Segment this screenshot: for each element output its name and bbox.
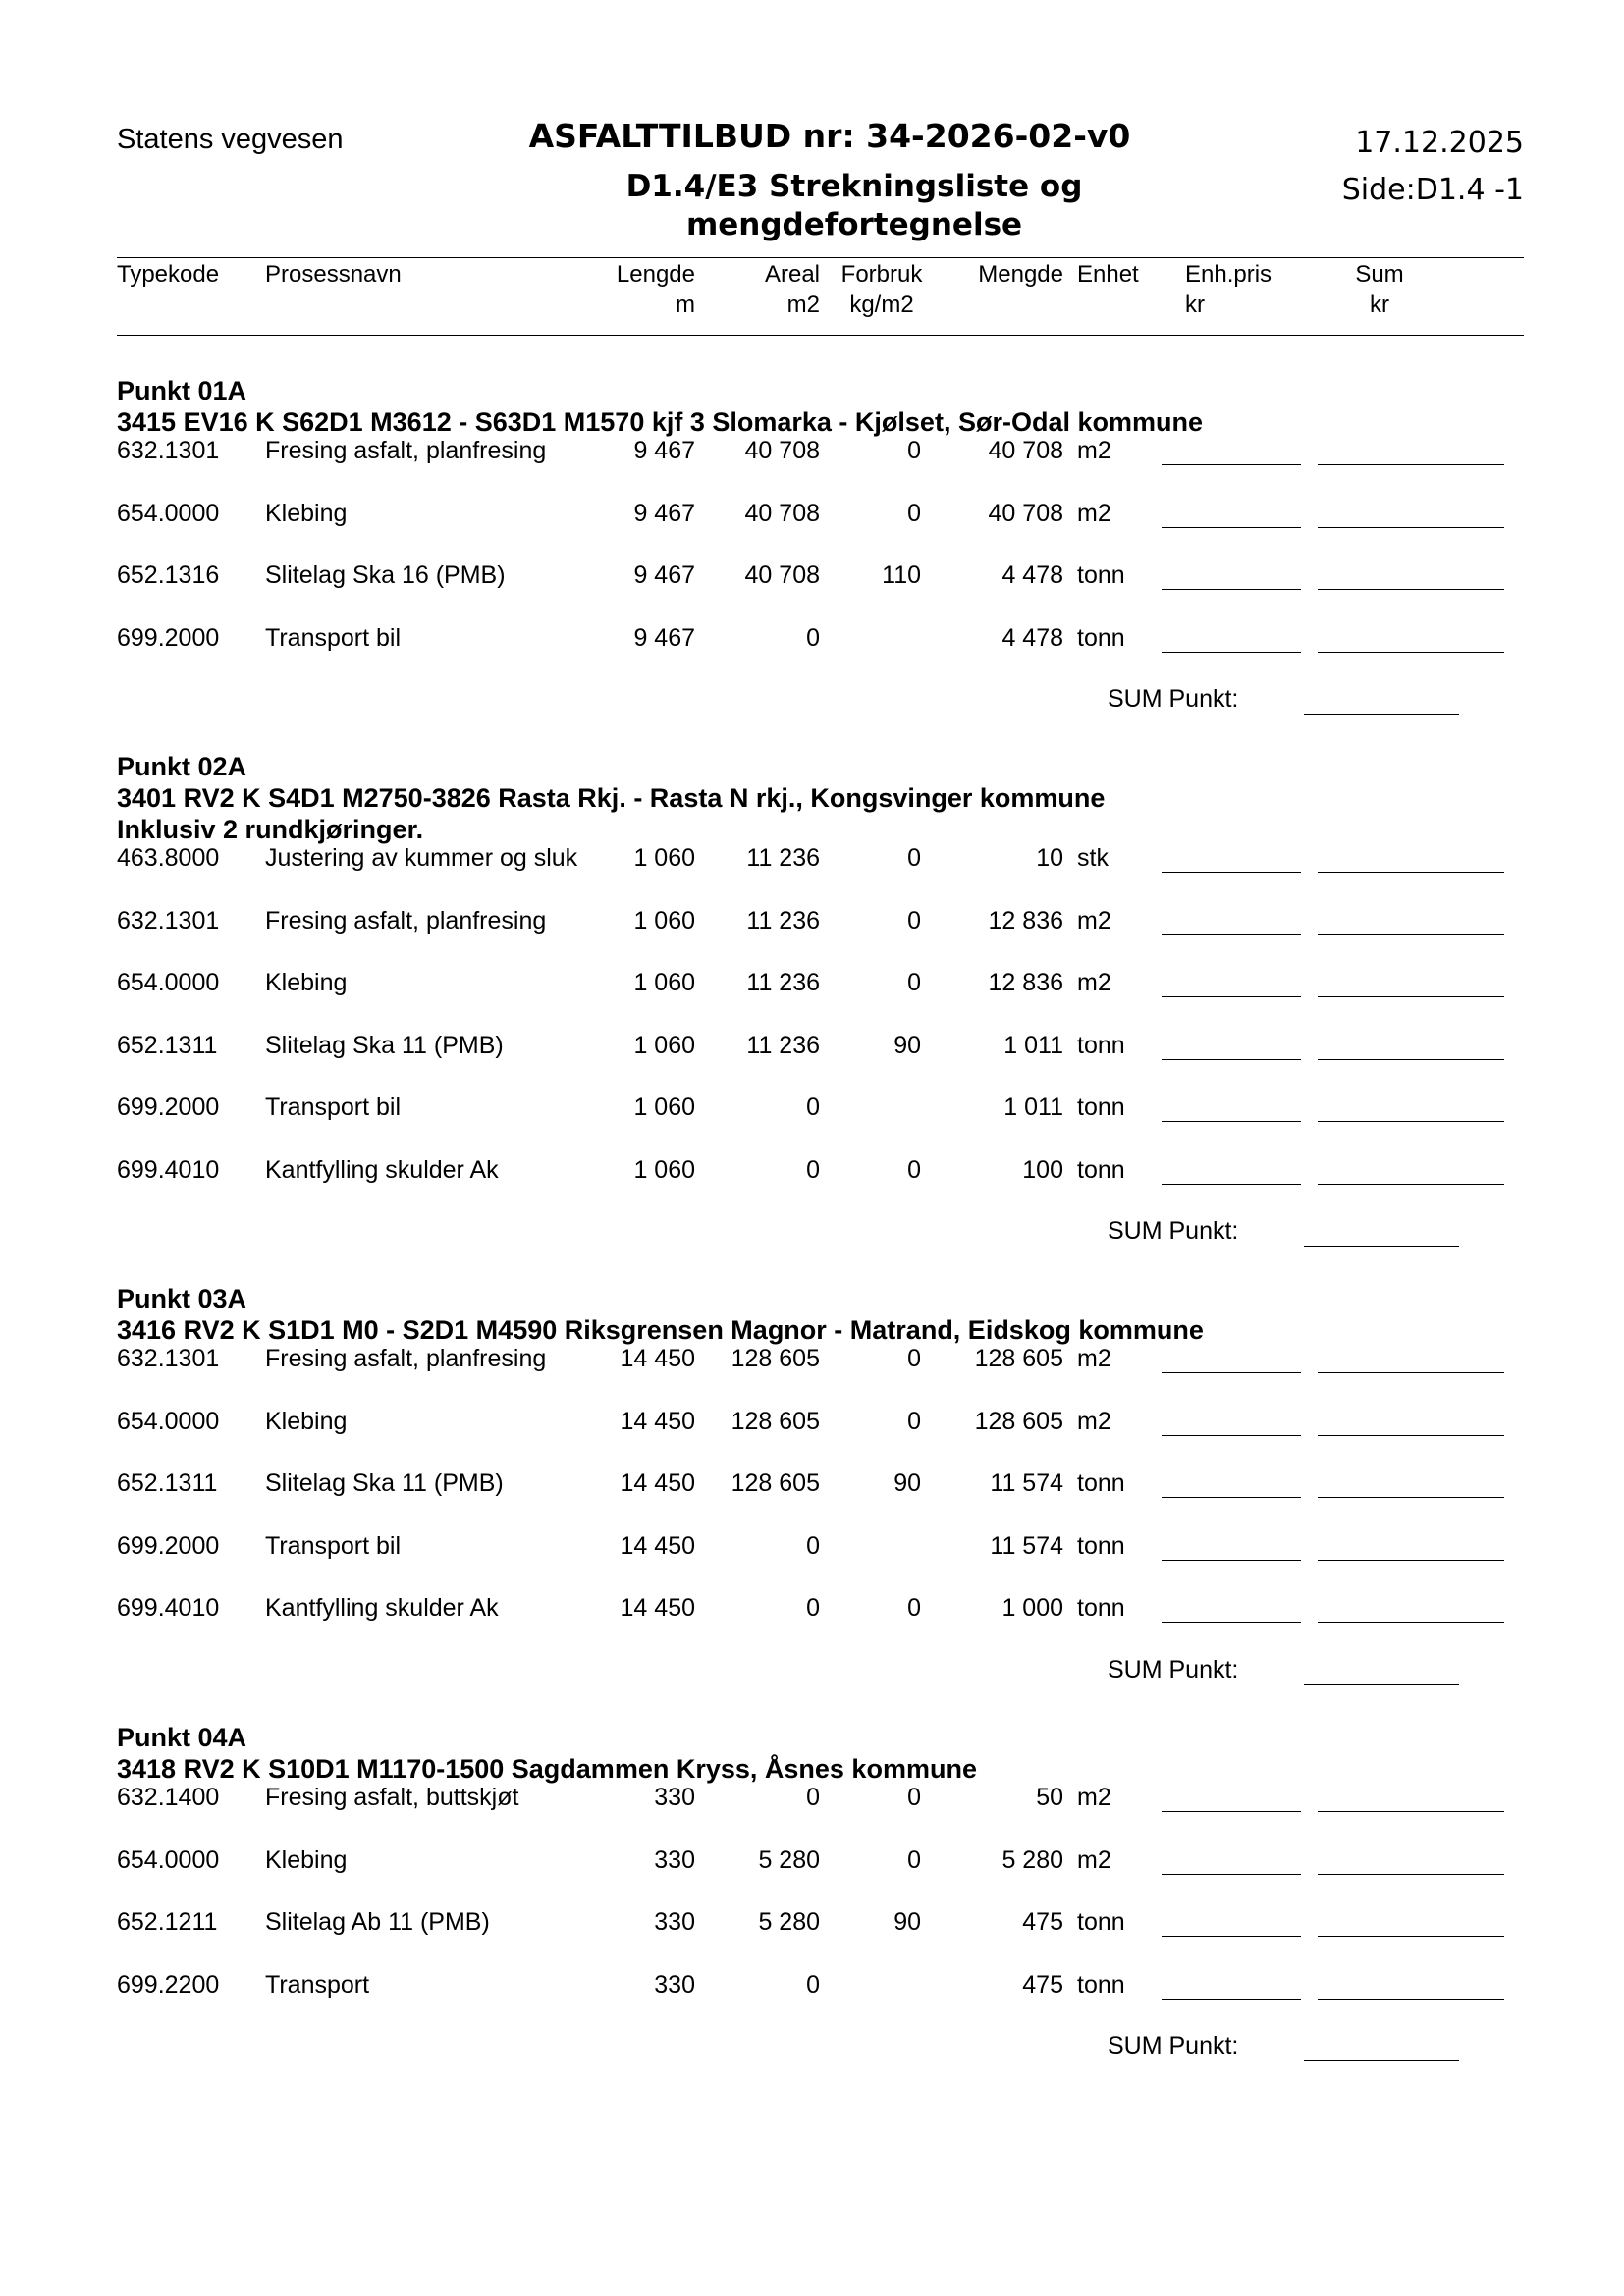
enhpris-input-line[interactable] [1162, 1497, 1301, 1498]
row-mengde: 40 708 [988, 437, 1063, 464]
row-areal: 128 605 [731, 1469, 820, 1497]
col-sum-unit: kr [1370, 292, 1389, 318]
row-typekode: 699.2000 [117, 1094, 220, 1121]
row-enhet: m2 [1077, 437, 1111, 464]
row-prosessnavn: Fresing asfalt, planfresing [265, 1345, 547, 1372]
sum-punkt-label: SUM Punkt: [1108, 1656, 1239, 1683]
row-prosessnavn: Transport bil [265, 1532, 402, 1560]
document-date: 17.12.2025 [1355, 126, 1524, 160]
row-typekode: 699.4010 [117, 1156, 220, 1184]
row-lengde: 14 450 [620, 1469, 695, 1497]
sum-input-line[interactable] [1318, 1497, 1504, 1498]
col-areal-unit: m2 [786, 292, 820, 318]
sum-punkt-input-line[interactable] [1304, 2060, 1459, 2061]
row-enhet: m2 [1077, 1345, 1111, 1372]
row-areal: 0 [806, 1784, 820, 1811]
row-mengde: 4 478 [1001, 561, 1063, 589]
col-lengde-label: Lengde [616, 261, 695, 288]
sum-input-line[interactable] [1318, 1936, 1504, 1937]
sum-input-line[interactable] [1318, 1184, 1504, 1185]
sum-input-line[interactable] [1318, 652, 1504, 653]
row-typekode: 654.0000 [117, 1846, 220, 1874]
row-prosessnavn: Transport bil [265, 1094, 402, 1121]
col-enhpris [1185, 259, 1272, 320]
enhpris-input-line[interactable] [1162, 996, 1301, 997]
row-typekode: 652.1211 [117, 1908, 218, 1936]
row-lengde: 1 060 [633, 1032, 695, 1059]
row-areal: 5 280 [758, 1846, 820, 1874]
row-areal: 5 280 [758, 1908, 820, 1936]
row-mengde: 12 836 [988, 907, 1063, 934]
row-enhet: m2 [1077, 1784, 1111, 1811]
row-mengde: 128 605 [974, 1345, 1063, 1372]
row-typekode: 654.0000 [117, 1408, 220, 1435]
sum-punkt-label: SUM Punkt: [1108, 685, 1239, 713]
row-prosessnavn: Kantfylling skulder Ak [265, 1594, 499, 1622]
col-enhet: Enhet [1077, 261, 1139, 288]
page-number: Side:D1.4 -1 [1341, 173, 1524, 207]
row-forbruk: 0 [907, 969, 921, 996]
row-typekode: 699.2000 [117, 624, 220, 652]
row-lengde: 330 [654, 1784, 695, 1811]
row-areal: 11 236 [746, 844, 820, 872]
row-forbruk: 0 [907, 1594, 921, 1622]
enhpris-input-line[interactable] [1162, 872, 1301, 873]
row-typekode: 632.1301 [117, 437, 220, 464]
row-enhet: m2 [1077, 500, 1111, 527]
row-enhet: tonn [1077, 1032, 1125, 1059]
row-prosessnavn: Fresing asfalt, planfresing [265, 907, 547, 934]
col-areal-label: Areal [764, 261, 820, 288]
row-enhet: tonn [1077, 1594, 1125, 1622]
row-enhet: tonn [1077, 624, 1125, 652]
row-enhet: tonn [1077, 1094, 1125, 1121]
enhpris-input-line[interactable] [1162, 1936, 1301, 1937]
row-forbruk: 90 [893, 1469, 921, 1497]
row-enhet: tonn [1077, 1532, 1125, 1560]
row-forbruk: 0 [907, 1156, 921, 1184]
row-lengde: 14 450 [620, 1408, 695, 1435]
section-description: 3401 RV2 K S4D1 M2750-3826 Rasta Rkj. - Rasta N rkj., Kongsvinger kommune [117, 783, 1106, 813]
row-mengde: 1 011 [1003, 1094, 1063, 1121]
row-typekode: 463.8000 [117, 844, 220, 872]
col-enhpris-label: Enh.pris [1185, 261, 1272, 288]
enhpris-input-line[interactable] [1162, 1121, 1301, 1122]
row-areal: 11 236 [746, 1032, 820, 1059]
section-punkt-label: Punkt 03A [117, 1284, 247, 1313]
col-lengde [550, 259, 695, 320]
row-mengde: 4 478 [1001, 624, 1063, 652]
row-forbruk: 0 [907, 1408, 921, 1435]
col-enhpris-unit: kr [1185, 292, 1205, 318]
row-mengde: 40 708 [988, 500, 1063, 527]
sum-punkt-input-line[interactable] [1304, 1246, 1459, 1247]
row-lengde: 330 [654, 1908, 695, 1936]
row-typekode: 652.1311 [117, 1032, 218, 1059]
col-areal [687, 259, 820, 320]
sum-punkt-input-line[interactable] [1304, 714, 1459, 715]
row-areal: 0 [806, 1971, 820, 1999]
col-forbruk-unit: kg/m2 [849, 292, 914, 318]
row-forbruk: 0 [907, 437, 921, 464]
row-mengde: 11 574 [990, 1469, 1063, 1497]
sum-punkt-label: SUM Punkt: [1108, 1217, 1239, 1245]
enhpris-input-line[interactable] [1162, 1184, 1301, 1185]
row-forbruk: 0 [907, 1784, 921, 1811]
row-prosessnavn: Transport [265, 1971, 370, 1999]
enhpris-input-line[interactable] [1162, 1435, 1301, 1436]
row-areal: 11 236 [746, 969, 820, 996]
col-mengde: Mengde [978, 261, 1063, 288]
sum-input-line[interactable] [1318, 1372, 1504, 1373]
row-prosessnavn: Klebing [265, 500, 348, 527]
header-top-rule [117, 257, 1524, 258]
enhpris-input-line[interactable] [1162, 934, 1301, 935]
row-prosessnavn: Slitelag Ska 16 (PMB) [265, 561, 506, 589]
row-mengde: 5 280 [1001, 1846, 1063, 1874]
row-mengde: 50 [1036, 1784, 1063, 1811]
row-forbruk: 0 [907, 1846, 921, 1874]
row-lengde: 1 060 [633, 844, 695, 872]
sum-input-line[interactable] [1318, 1560, 1504, 1561]
row-prosessnavn: Slitelag Ab 11 (PMB) [265, 1908, 490, 1936]
col-forbruk [833, 259, 931, 320]
row-forbruk: 0 [907, 1345, 921, 1372]
row-enhet: tonn [1077, 1469, 1125, 1497]
row-typekode: 654.0000 [117, 969, 220, 996]
sum-punkt-label: SUM Punkt: [1108, 2032, 1239, 2059]
row-enhet: m2 [1077, 907, 1111, 934]
row-typekode: 699.2000 [117, 1532, 220, 1560]
row-typekode: 699.2200 [117, 1971, 220, 1999]
col-typekode: Typekode [117, 261, 220, 288]
row-typekode: 652.1316 [117, 561, 220, 589]
row-forbruk: 0 [907, 500, 921, 527]
row-prosessnavn: Klebing [265, 1846, 348, 1874]
enhpris-input-line[interactable] [1162, 1372, 1301, 1373]
row-forbruk: 0 [907, 907, 921, 934]
sum-input-line[interactable] [1318, 1121, 1504, 1122]
enhpris-input-line[interactable] [1162, 1874, 1301, 1875]
enhpris-input-line[interactable] [1162, 652, 1301, 653]
row-lengde: 9 467 [633, 624, 695, 652]
enhpris-input-line[interactable] [1162, 464, 1301, 465]
row-enhet: m2 [1077, 1408, 1111, 1435]
row-lengde: 14 450 [620, 1532, 695, 1560]
row-enhet: m2 [1077, 1846, 1111, 1874]
subtitle-line-1: D1.4/E3 Strekningsliste og [625, 169, 1083, 204]
row-areal: 0 [806, 1594, 820, 1622]
enhpris-input-line[interactable] [1162, 527, 1301, 528]
row-areal: 128 605 [731, 1408, 820, 1435]
row-areal: 11 236 [746, 907, 820, 934]
organization-name: Statens vegvesen [117, 124, 344, 155]
row-prosessnavn: Kantfylling skulder Ak [265, 1156, 499, 1184]
row-mengde: 11 574 [990, 1532, 1063, 1560]
document-title: ASFALTTILBUD nr: 34-2026-02-v0 [528, 117, 1131, 155]
row-typekode: 632.1301 [117, 907, 220, 934]
row-typekode: 652.1311 [117, 1469, 218, 1497]
row-mengde: 12 836 [988, 969, 1063, 996]
row-typekode: 654.0000 [117, 500, 220, 527]
row-typekode: 699.4010 [117, 1594, 220, 1622]
row-prosessnavn: Transport bil [265, 624, 402, 652]
row-prosessnavn: Justering av kummer og sluk [265, 844, 578, 872]
section-description: 3416 RV2 K S1D1 M0 - S2D1 M4590 Riksgrensen Magnor - Matrand, Eidskog kommune [117, 1315, 1204, 1345]
row-lengde: 1 060 [633, 1094, 695, 1121]
row-prosessnavn: Klebing [265, 1408, 348, 1435]
row-typekode: 632.1400 [117, 1784, 220, 1811]
row-areal: 40 708 [744, 561, 820, 589]
row-prosessnavn: Slitelag Ska 11 (PMB) [265, 1469, 504, 1497]
sum-input-line[interactable] [1318, 1874, 1504, 1875]
row-areal: 40 708 [744, 437, 820, 464]
row-lengde: 14 450 [620, 1594, 695, 1622]
row-prosessnavn: Fresing asfalt, planfresing [265, 437, 547, 464]
col-lengde-unit: m [676, 292, 695, 318]
row-areal: 0 [806, 1156, 820, 1184]
enhpris-input-line[interactable] [1162, 1999, 1301, 2000]
sum-input-line[interactable] [1318, 1622, 1504, 1623]
subtitle-line-2: mengdefortegnelse [685, 207, 1023, 242]
row-forbruk: 90 [893, 1908, 921, 1936]
enhpris-input-line[interactable] [1162, 1811, 1301, 1812]
row-lengde: 1 060 [633, 969, 695, 996]
row-enhet: tonn [1077, 561, 1125, 589]
row-forbruk: 0 [907, 844, 921, 872]
sum-input-line[interactable] [1318, 996, 1504, 997]
col-sum-label: Sum [1355, 261, 1404, 288]
col-prosessnavn: Prosessnavn [265, 261, 402, 288]
enhpris-input-line[interactable] [1162, 1059, 1301, 1060]
sum-input-line[interactable] [1318, 589, 1504, 590]
row-mengde: 100 [1022, 1156, 1063, 1184]
section-punkt-label: Punkt 02A [117, 752, 247, 781]
row-prosessnavn: Klebing [265, 969, 348, 996]
section-punkt-label: Punkt 04A [117, 1723, 247, 1752]
enhpris-input-line[interactable] [1162, 1560, 1301, 1561]
sum-punkt-input-line[interactable] [1304, 1684, 1459, 1685]
row-lengde: 1 060 [633, 907, 695, 934]
row-enhet: m2 [1077, 969, 1111, 996]
row-mengde: 475 [1022, 1908, 1063, 1936]
row-mengde: 1 011 [1003, 1032, 1063, 1059]
row-areal: 0 [806, 624, 820, 652]
row-enhet: tonn [1077, 1156, 1125, 1184]
header-bottom-rule [117, 335, 1524, 336]
row-lengde: 1 060 [633, 1156, 695, 1184]
row-lengde: 330 [654, 1971, 695, 1999]
section-punkt-label: Punkt 01A [117, 376, 247, 405]
row-lengde: 330 [654, 1846, 695, 1874]
row-areal: 0 [806, 1532, 820, 1560]
row-enhet: stk [1077, 844, 1109, 872]
row-forbruk: 110 [882, 561, 921, 589]
col-sum [1350, 259, 1409, 320]
row-mengde: 475 [1022, 1971, 1063, 1999]
row-prosessnavn: Fresing asfalt, buttskjøt [265, 1784, 519, 1811]
row-areal: 128 605 [731, 1345, 820, 1372]
row-lengde: 14 450 [620, 1345, 695, 1372]
row-mengde: 1 000 [1001, 1594, 1063, 1622]
row-enhet: tonn [1077, 1971, 1125, 1999]
section-description: 3415 EV16 K S62D1 M3612 - S63D1 M1570 kjf 3 Slomarka - Kjølset, Sør-Odal kommune [117, 407, 1203, 437]
sum-input-line[interactable] [1318, 1999, 1504, 2000]
sum-input-line[interactable] [1318, 1811, 1504, 1812]
enhpris-input-line[interactable] [1162, 1622, 1301, 1623]
sum-input-line[interactable] [1318, 464, 1504, 465]
row-typekode: 632.1301 [117, 1345, 220, 1372]
sum-input-line[interactable] [1318, 527, 1504, 528]
document-subtitle [432, 168, 1276, 244]
sum-input-line[interactable] [1318, 1435, 1504, 1436]
sum-input-line[interactable] [1318, 1059, 1504, 1060]
col-forbruk-label: Forbruk [840, 261, 923, 288]
row-prosessnavn: Slitelag Ska 11 (PMB) [265, 1032, 504, 1059]
row-lengde: 9 467 [633, 500, 695, 527]
row-mengde: 128 605 [974, 1408, 1063, 1435]
section-description: Inklusiv 2 rundkjøringer. [117, 815, 424, 844]
row-enhet: tonn [1077, 1908, 1125, 1936]
sum-input-line[interactable] [1318, 934, 1504, 935]
row-areal: 0 [806, 1094, 820, 1121]
row-lengde: 9 467 [633, 437, 695, 464]
row-forbruk: 90 [893, 1032, 921, 1059]
section-description: 3418 RV2 K S10D1 M1170-1500 Sagdammen Kryss, Åsnes kommune [117, 1754, 977, 1784]
sum-input-line[interactable] [1318, 872, 1504, 873]
row-lengde: 9 467 [633, 561, 695, 589]
enhpris-input-line[interactable] [1162, 589, 1301, 590]
row-areal: 40 708 [744, 500, 820, 527]
row-mengde: 10 [1036, 844, 1063, 872]
